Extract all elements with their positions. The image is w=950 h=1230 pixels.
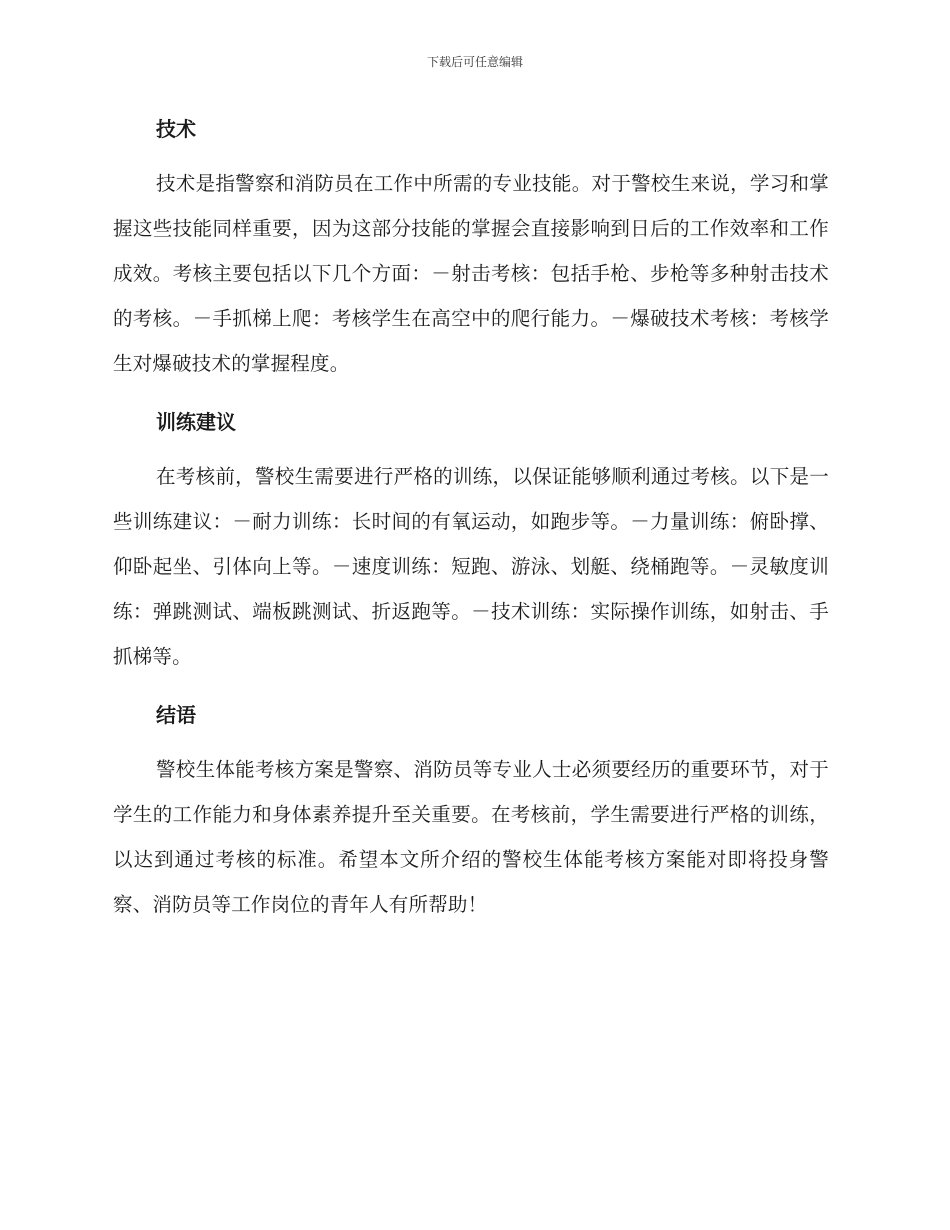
- section-training-advice: [113, 400, 829, 679]
- section-paragraph: 在考核前，警校生需要进行严格的训练，以保证能够顺利通过考核。以下是一些训练建议：－耐力训练：长时间的有氧运动，如跑步等。－力量训练：俯卧撑、仰卧起坐、引体向上等。－速度训练：短跑、游泳、划艇、绕桶跑等。－灵敏度训练：弹跳测试、端板跳测试、折返跑等。－技术训练：实际操作训练，如射击、手抓梯等。: [113, 465, 829, 668]
- section-technique: [113, 107, 829, 386]
- section-paragraph: 技术是指警察和消防员在工作中所需的专业技能。对于警校生来说，学习和掌握这些技能同样重要，因为这部分技能的掌握会直接影响到日后的工作效率和工作成效。考核主要包括以下几个方面：－射击考核：包括手枪、步枪等多种射击技术的考核。－手抓梯上爬：考核学生在高空中的爬行能力。－爆破技术考核：考核学生对爆破技术的掌握程度。: [113, 172, 829, 375]
- section-heading: 训练建议: [156, 410, 236, 434]
- section-paragraph: 警校生体能考核方案是警察、消防员等专业人士必须要经历的重要环节，对于学生的工作能力和身体素养提升至关重要。在考核前，学生需要进行严格的训练，以达到通过考核的标准。希望本文所介绍的警校生体能考核方案能对即将投身警察、消防员等工作岗位的青年人有所帮助！: [113, 758, 829, 916]
- section-heading: 结语: [156, 703, 196, 727]
- page-header-note: 下载后可任意编辑: [426, 55, 523, 69]
- section-conclusion: [113, 693, 829, 927]
- section-heading: 技术: [156, 117, 196, 141]
- document-body: [113, 107, 829, 941]
